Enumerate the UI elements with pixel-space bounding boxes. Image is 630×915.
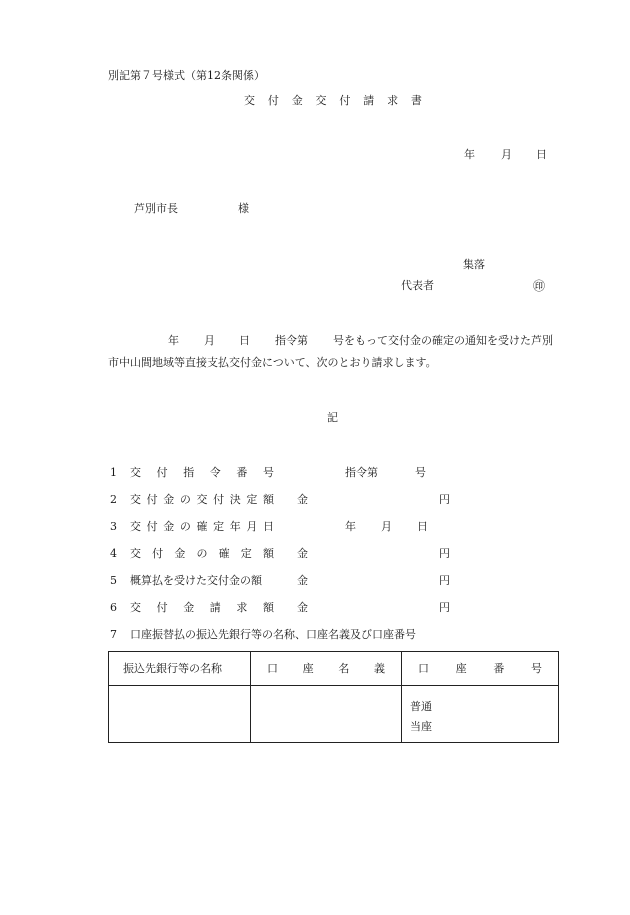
account-kind-toza: 当座 (410, 720, 432, 733)
document-title: 交 付 金 交 付 請 求 書 (244, 94, 422, 107)
item-label: 概算払を受けた交付金の額 (130, 574, 262, 587)
account-number-cell[interactable] (402, 686, 559, 743)
ki-heading: 記 (327, 411, 338, 424)
item-label: 交 付 金 請 求 額 (130, 601, 274, 614)
item-label: 交 付 指 令 番 号 (130, 466, 274, 479)
item-label: 交 付 金 の 交 付 決 定 額 (130, 493, 274, 506)
account-kind-list (402, 686, 558, 737)
account-holder-cell[interactable] (251, 686, 402, 743)
form-label: 別記第７号様式（第12条関係） (108, 69, 265, 82)
table-header-row (109, 652, 559, 686)
bank-account-table (108, 651, 559, 743)
village-label: 集落 (463, 258, 485, 271)
representative-label: 代表者 (401, 279, 434, 292)
account-kind-futsu: 普通 (410, 700, 432, 713)
header-account-number: 口 座 番 号 (402, 652, 559, 686)
header-account-holder: 口 座 名 義 (251, 652, 402, 686)
header-bank-name: 振込先銀行等の名称 (109, 652, 251, 686)
form-page: 別記第７号様式（第12条関係） 交 付 金 交 付 請 求 書 年 月 日 芦別市長 様 集落 代表者 ㊞ 年 月 日 指令第 号をもって交付金の確定の通知を受けた芦別 市中山間地域等直接支払交付金について、次のとおり請求します。 記 1 交 付 指 令 番 号 指令第 号 2 交 付 金 の 交 付 決 定 額 金 円 3 交 付 金 の 確 定 年 月 日 年 月 日 4 交 付 金 の 確 定 額 金 円 5 概算払を受けた交付金の額 金 円 6 交 付 金 請 求 額 金 円 7 口座振替払の振込先銀行等の名称、口座名義及び口座番号 振込先銀行等の名称 口 座 名 義 口 座 番 号 普通 当座 (0, 0, 630, 915)
item-label: 交 付 金 の 確 定 年 月 日 (130, 520, 274, 533)
item-label: 交 付 金 の 確 定 額 (130, 547, 274, 560)
table-row (109, 686, 559, 743)
seal-mark: ㊞ (533, 279, 546, 293)
bank-name-cell[interactable] (109, 686, 251, 743)
item-label: 口座振替払の振込先銀行等の名称、口座名義及び口座番号 (130, 628, 416, 641)
